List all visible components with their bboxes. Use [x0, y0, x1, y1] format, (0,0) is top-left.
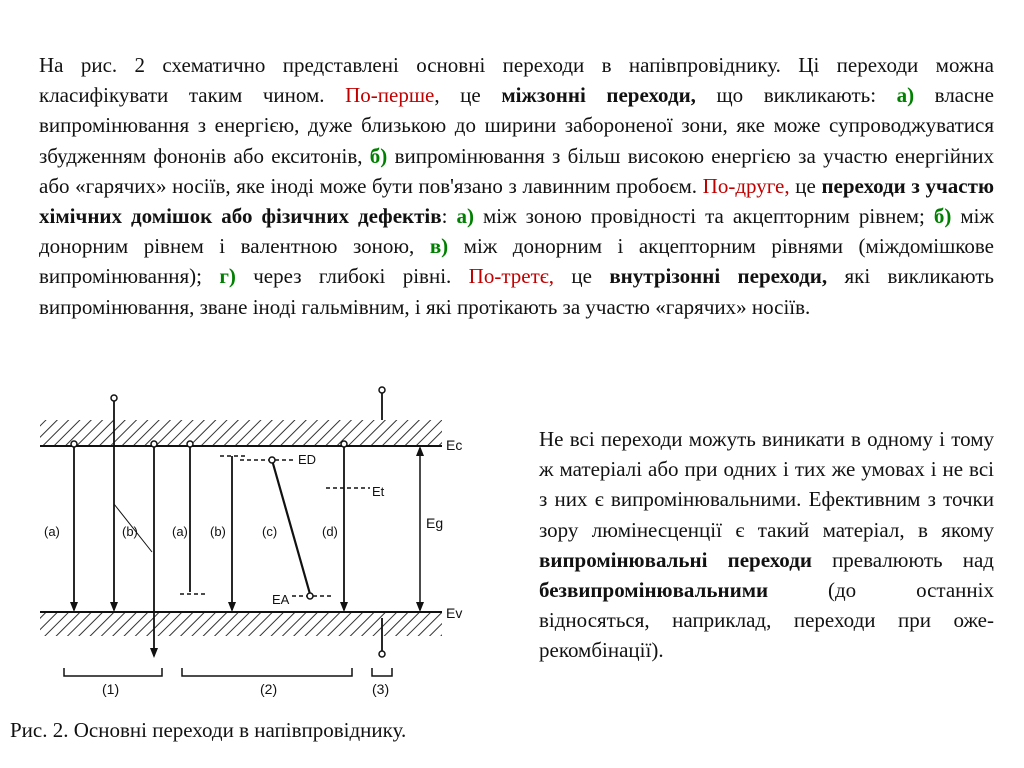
impurity-term: переходи з участю хімічних домішок або фізичних дефектів — [39, 173, 994, 229]
item-g2: г) — [219, 264, 236, 289]
second-marker: По-друге, — [702, 173, 790, 198]
transitions-diagram — [34, 386, 474, 706]
third-marker: По-третє, — [468, 264, 555, 289]
label-2d: (d) — [322, 524, 338, 539]
group-1-label: (1) — [102, 681, 120, 697]
group-3-label: (3) — [372, 681, 390, 697]
item-v2: в) — [429, 234, 449, 259]
et-label: Et — [372, 484, 385, 499]
bracket-group-1 — [64, 668, 162, 676]
interband-term: міжзонні переходи, — [501, 83, 696, 108]
item-b1: б) — [369, 143, 388, 168]
efficiency-paragraph: Не всі переходи можуть виникати в одному і тому ж матеріалі або при одних і тих же умовах і не всі з них є випромінювальними. Ефективним з точки зору люмінесценції є такий матеріал, в якому випромінювальні переходи превалюють над безвипромінювальними (до останніх відносяться, наприклад, переходи при оже-рекомбінації). — [539, 427, 994, 663]
ec-label: Ec — [446, 437, 463, 453]
figure-caption: Рис. 2. Основні переходи в напівпровіднику. — [10, 718, 407, 742]
item-a1: а) — [896, 83, 915, 108]
radiative-term: випромінювальні переходи — [539, 547, 812, 572]
label-1a: (a) — [44, 524, 60, 539]
bracket-group-3 — [372, 668, 392, 676]
ea-label: EA — [272, 592, 290, 607]
bracket-group-2 — [182, 668, 352, 676]
item-b2: б) — [933, 204, 952, 229]
first-marker: По-перше — [345, 83, 435, 108]
intraband-term: внутрізонні переходи, — [609, 264, 828, 289]
intro-paragraph: На рис. 2 схематично представлені основні переходи в напівпровіднику. Ці переходи можна класифікувати таким чином. По-перше, це міжзонні переходи, що викликають: а) власне випромінювання з енергією, дуже близькою до ширини забороненої зони, яке може супроводжуватися збудженням фононів або екситонів, б) випромінювання з більш високою енергією за участю енергійних або «гарячих» носіїв, яке іноді може бути пов'язано з лавинним пробоєм. По-друге, це переходи з участю хімічних домішок або фізичних дефектів: а) між зоною провідності та акцепторним рівнем; б) між донорним рівнем і валентною зоною, в) між донорним і акцепторним рівнями (міждомішкове випромінювання); г) через глибокі рівні. По-третє, це внутрізонні переходи, які викликають випромінювання, зване іноді гальмівним, і які протікають за участю «гарячих» носіїв. — [39, 53, 995, 319]
ed-label: ED — [298, 452, 317, 467]
group-2-label: (2) — [260, 681, 278, 697]
label-2a: (a) — [172, 524, 188, 539]
ev-label: Ev — [446, 605, 463, 621]
label-2c: (c) — [262, 524, 278, 539]
transition-2c — [272, 460, 310, 594]
conduction-band — [40, 420, 442, 446]
label-1b: (b) — [122, 524, 138, 539]
label-2b: (b) — [210, 524, 226, 539]
nonradiative-term: безвипромінювальними — [539, 578, 769, 603]
item-a2: а) — [456, 204, 474, 229]
eg-label: Eg — [426, 515, 444, 531]
